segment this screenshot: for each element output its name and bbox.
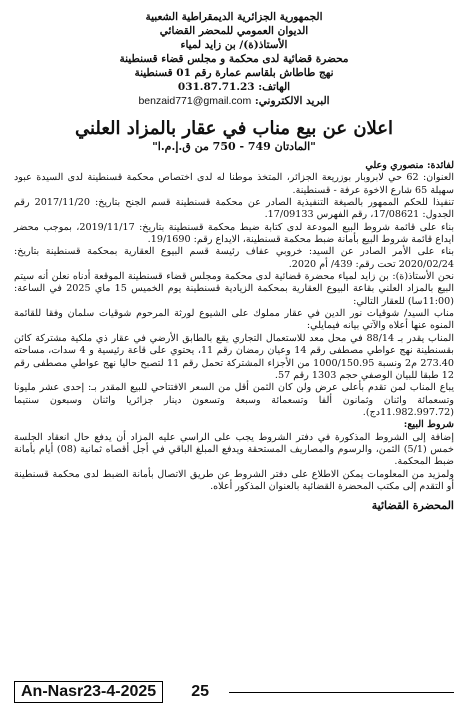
- newspaper-footer: [14, 680, 454, 704]
- share-owner-paragraph: مناب السيد/ شوقيات نور الدين في عقار مملوك على الشيوع لورثة المرحوم شوقيات سلمان وفقا للقائمة المنوه عنها أعلاه والآتي بيانه فيمايلي:: [14, 308, 454, 332]
- newspaper-date: An-Nasr23-4-2025: [14, 681, 163, 703]
- email-address: benzaid771@gmail.com: [138, 95, 252, 107]
- judgment-paragraph: تنفيذا للحكم الممهور بالصيغة التنفيذية الصادر عن محكمة قسنطينة قسم الجنح بتاريخ: 2017/11/20 رقم الجدول: 17/08621، رقم الفهرس 17/09133.: [14, 197, 454, 221]
- payment-terms-paragraph: إضافة إلى الشروط المذكورة في دفتر الشروط يجب على الراسي عليه المزاد أن يدفع حال انعقاد الجلسة خمس (5/1) الثمن، والرسوم والمصاريف المستحقة ويدفع المبلغ الباقي في أجل أقصاه ثمانية (08) أيام بأمانة ضبط المحكمة.: [14, 431, 454, 468]
- phone-label: الهاتف:: [258, 81, 291, 93]
- property-description-paragraph: المناب يقدر بـ 88/14 في محل معد للاستعمال التجاري يقع بالطابق الأرضي في عقار ذي ملكية مشتركة كائن بقسنطينة نهج عواطي مصطفى رقم 14 وعيان رمضان رقم 11، يحتوي على قاعة رئيسية و 4 سدات، مساحته 273.40 م2 ونسبة 1000/150.95 من الأجزاء المشتركة تحمل رقم 11 لتصبح حاليا نهج عواطي مصطفى رقم 12 طبقا للبيان الوصفي حجم 1303 رقم 57.: [14, 332, 454, 381]
- order-paragraph: بناء على الأمر الصادر عن السيد: خروبي عفاف رئيسة قسم البيوع العقارية بمحكمة قسنطينة بتاريخ: 2020/02/24 تحت رقم: 439/ أم 2020.: [14, 246, 454, 270]
- notice-body: [14, 160, 454, 493]
- bailiff-name: الأستاذ(ة)/ بن زايد لمياء: [180, 39, 288, 51]
- beneficiary-line: لفائدة: منصوري وعلي: [365, 160, 454, 171]
- office-name: الديوان العمومي للمحضر القضائي: [159, 25, 309, 37]
- more-info-paragraph: ولمزيد من المعلومات يمكن الاطلاع على دفتر الشروط عن طريق الاتصال بأمانة الضبط لدى محكمة قسنطينة أو التقدم إلى مكتب المحضرة القضائية بالعنوان المذكور أعلاه.: [14, 468, 454, 492]
- address-paragraph: العنوان: 62 حي لابروبار بوزريعة الجزائر، المتخذ موطنا له لدى اختصاص محكمة قسنطينة لدى السيدة عبود سهيلة 65 شارع الاخوة عرفة - قسنطينة.: [14, 172, 454, 196]
- footer-rule: [229, 692, 454, 693]
- signature: المحضرة القضائية: [371, 499, 454, 513]
- auction-announcement-paragraph: نحن الأستاذ(ة): بن زايد لمياء محضرة قضائية لدى محكمة ومجلس قضاء قسنطينة الموقعة أدناه نعلن أنه سيتم البيع بالمزاد العلني بقاعة البيوع العقارية بمحكمة الزيادية قسنطينة يوم الخميس 15 ماي 2025 في الساعة: (11:00سا) للعقار التالي:: [14, 271, 454, 307]
- bailiff-jurisdiction: محضرة قضائية لدى محكمة و مجلس قضاء قسنطينة: [119, 53, 349, 65]
- starting-price-paragraph: يباع المناب لمن تقدم بأعلى عرض ولن كان الثمن أقل من السعر الافتتاحي للبيع المقدر بـ: إحدى عشر مليونا وتسعمائة واثنان وثمانون ألفا وتسعمائة وسبعة وتسعون دينار جزائريا واثنان وسبعون سنتيما (11.982.997.72دج).: [14, 382, 454, 418]
- phone-number: 031.87.71.23: [177, 81, 255, 93]
- conditions-deposit-paragraph: بناء على قائمة شروط البيع المودعة لدى كتابة ضبط محكمة قسنطينة بتاريخ: 2019/11/17، بموجب محضر ايداع قائمة شروط البيع بأمانة ضبط محكمة قسنطينة، الايداع رقم: 19/1690.: [14, 221, 454, 246]
- notice-title: اعلان عن بيع مناب في عقار بالمزاد العلني: [74, 118, 394, 139]
- notice-subtitle: "المادتان 749 - 750 من ق.إ.م.ا": [152, 140, 316, 153]
- office-address: نهج طاطاش بلقاسم عمارة رقم 01 قسنطينة: [134, 67, 334, 79]
- email-label: البريد الالكتروني:: [254, 95, 330, 107]
- phone-line: [14, 80, 454, 94]
- sale-conditions-heading: شروط البيع:: [403, 419, 454, 431]
- republic-name: الجمهورية الجزائرية الديمقراطية الشعبية: [145, 11, 323, 23]
- letterhead: [14, 10, 454, 94]
- email-line: [14, 94, 454, 108]
- page-number: 25: [191, 683, 209, 700]
